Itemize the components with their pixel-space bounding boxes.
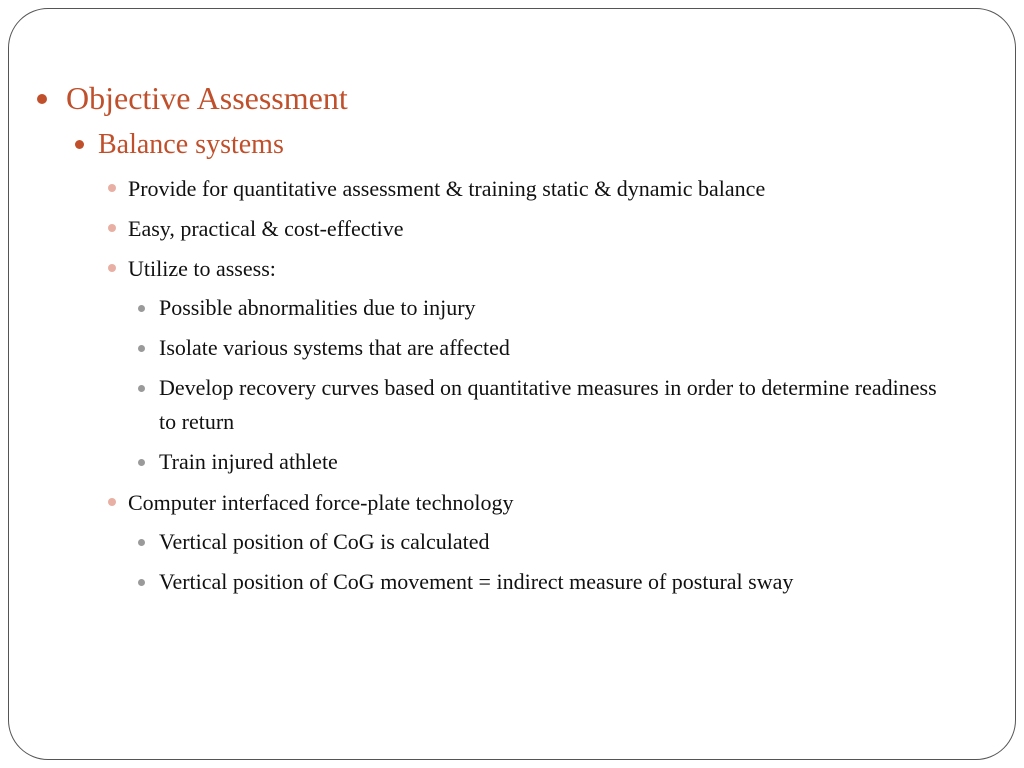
point-bullet-icon bbox=[108, 184, 116, 192]
subpoint-text: Develop recovery curves based on quantitative measures in order to determine readiness to return bbox=[159, 375, 937, 434]
subpoint-bullet-icon bbox=[138, 459, 145, 466]
point-bullet-icon bbox=[108, 264, 116, 272]
subheading-text: Balance systems bbox=[98, 129, 284, 160]
heading-bullet-icon bbox=[37, 94, 47, 104]
point-text: Easy, practical & cost-effective bbox=[128, 216, 404, 241]
subpoint-text: Possible abnormalities due to injury bbox=[159, 295, 476, 320]
subpoint-bullet-icon bbox=[138, 345, 145, 352]
subpoint-bullet-icon bbox=[138, 579, 145, 586]
subpoint-text: Vertical position of CoG movement = indirect measure of postural sway bbox=[159, 569, 794, 594]
point-text: Provide for quantitative assessment & training static & dynamic balance bbox=[128, 176, 766, 201]
subpoint-bullet-icon bbox=[138, 305, 145, 312]
subpoint-text: Vertical position of CoG is calculated bbox=[159, 529, 490, 554]
subpoint-bullet-icon bbox=[138, 539, 145, 546]
subheading-bullet-icon bbox=[75, 140, 84, 149]
subpoint-text: Train injured athlete bbox=[159, 449, 338, 474]
subpoint-text: Isolate various systems that are affected bbox=[159, 335, 510, 360]
point-text: Utilize to assess: bbox=[128, 256, 276, 281]
point-bullet-icon bbox=[108, 498, 116, 506]
point-text: Computer interfaced force-plate technology bbox=[128, 490, 514, 515]
point-bullet-icon bbox=[108, 224, 116, 232]
subpoint-bullet-icon bbox=[138, 385, 145, 392]
heading-text: Objective Assessment bbox=[66, 80, 348, 116]
